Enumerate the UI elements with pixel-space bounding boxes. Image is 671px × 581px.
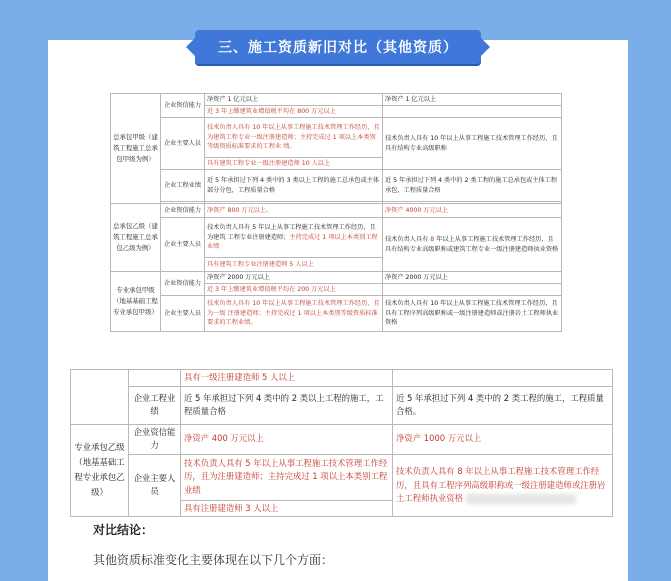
subcategory-cell: 企业主要人员 <box>161 218 205 272</box>
empty-cell <box>393 370 613 387</box>
empty-cell <box>71 370 129 425</box>
old-standard-cell: 具有建筑工程专业注册建造师 5 人以上 <box>205 258 383 272</box>
subcategory-cell: 企业主要人员 <box>161 118 205 170</box>
old-text: 技术负责人具有 5 年以上从事工程施工技术管理工作经历，且为注册建造师； <box>184 457 388 482</box>
conclusion-body: 其他资质标准变化主要体现在以下几个方面： <box>93 553 334 567</box>
section-banner: 三、施工资质新旧对比（其他资质） <box>195 30 481 64</box>
subcategory-cell: 企业工程业绩 <box>129 386 181 424</box>
new-standard-cell: 近 5 年承担过下列 4 类中的 2 类工程的施工，工程质量合格。 <box>393 386 613 424</box>
old-text-highlight: 主持完成过 1 项以上本类别等级资质标准要求的工程业 绩。 <box>207 133 376 151</box>
old-standard-cell: 近 5 年承担过下列 4 类中的 3 类以上工程的施工总承包或主体部分分包，工程质量合格 <box>205 170 383 202</box>
old-standard-cell: 近 3 年上缴建筑业增值税平均在 200 万元以上 <box>205 284 383 296</box>
old-text: 技术负责人具有 10 年以上从事工程施工技术管理工作经历，且为一级 注册建造师； <box>207 300 380 317</box>
new-text: 年以上从事工程施工技术管理工作经历，且具有工程序列 <box>396 466 600 490</box>
subcategory-cell: 企业主要人员 <box>129 454 181 517</box>
old-standard-cell <box>205 218 383 258</box>
category-cell: 总承包乙级（建筑工程施工总承包乙级为例） <box>111 204 161 272</box>
old-standard-cell <box>205 118 383 158</box>
new-standard-cell: 净资产 4000 万元以上 <box>383 204 562 218</box>
new-text-highlight: 8 <box>430 235 435 243</box>
empty-cell <box>383 106 562 118</box>
old-standard-cell: 近 3 年上缴建筑业增值税平均在 800 万元以上 <box>205 106 383 118</box>
empty-cell <box>129 370 181 387</box>
old-standard-cell: 近 5 年承担过下列 4 类中的 2 类以上工程的施工，工程质量合格 <box>181 386 393 424</box>
old-standard-cell: 净资产 1 亿元以上 <box>205 94 383 106</box>
category-cell: 总承包甲级（建筑工程施工总承包甲级为例） <box>111 94 161 204</box>
old-standard-cell: 净资产 2000 万元以上 <box>205 272 383 284</box>
old-text-highlight: 主持完成过 1 项以上本类别工程业绩 <box>207 233 378 251</box>
new-standard-cell: 技术负责人具有 10 年以上从事工程施工技术管理工作经历，且具有结构专业高级职称 <box>383 118 562 170</box>
new-text: 高级职称或一级注册建造师或注册岩土工程师执业资格 <box>396 479 606 503</box>
old-standard-cell: 净资产 800 万元以上。 <box>205 204 383 218</box>
subcategory-cell: 企业资信能力 <box>161 94 205 118</box>
subcategory-cell: 企业资信能力 <box>129 424 181 454</box>
old-standard-cell <box>205 296 383 332</box>
empty-cell <box>383 284 562 296</box>
new-text: 技术负责人具有 <box>396 466 455 476</box>
new-standard-cell: 近 5 年承担过下列 4 类中的 2 类工程的施工总承包或主体工程承包，工程质量合格 <box>383 170 562 202</box>
new-standard-cell <box>393 454 613 517</box>
old-text: 技术负责人具有 5 年以上从事工程施工技术管理工作经历，且为建筑 工程专业注册建造师； <box>207 224 376 241</box>
old-standard-cell: 净资产 400 万元以上 <box>181 424 393 454</box>
comparison-table-2 <box>70 369 613 517</box>
subcategory-cell: 企业工程业绩 <box>161 170 205 202</box>
new-text: 技术负责人具有 10 年以上从事工程施工技术管理工作经历，且具有工程序列 <box>385 300 558 317</box>
category-cell: 专业承包甲级（地基基础工程专业承包甲级） <box>111 272 161 332</box>
old-standard-cell <box>181 454 393 500</box>
old-standard-cell: 具有注册建造师 3 人以上 <box>181 500 393 517</box>
subcategory-cell: 企业主要人员 <box>161 296 205 332</box>
new-text: 技术负责人具有 <box>385 235 429 243</box>
new-standard-cell: 净资产 2000 万元以上 <box>383 272 562 284</box>
old-standard-cell: 具有一级注册建造师 5 人以上 <box>181 370 393 387</box>
old-text-highlight: 主持完成过 1 项以上本类别工程业绩 <box>184 471 388 495</box>
new-text: 年以上从事工程施工技术管理工作经历，且具有结构专业高级职称或建筑工程专业一级注册建造师执业资格 <box>385 235 559 253</box>
old-text-highlight: 主持完成过 1 项以上本类别等级资质标准要求的工程业绩。 <box>207 309 378 327</box>
old-standard-cell: 具有建筑工程专业一级注册建造师 10 人以上 <box>205 158 383 170</box>
new-text-highlight: 8 <box>457 466 463 476</box>
new-standard-cell: 净资产 1 亿元以上 <box>383 94 562 106</box>
new-standard-cell <box>383 296 562 332</box>
comparison-table-1 <box>110 93 562 332</box>
old-text: 技术负责人具有 10 年以上从事工程施工技术管理工作经历，且为建筑工程专业一级注册建造师； <box>207 124 380 141</box>
conclusion-title: 对比结论： <box>93 523 154 537</box>
new-text: 高级职称或一级注册建造师或注册岩土工程师执业资格 <box>385 309 559 327</box>
watermark-blur <box>466 494 576 504</box>
subcategory-cell: 企业资信能力 <box>161 272 205 296</box>
new-standard-cell <box>383 218 562 272</box>
subcategory-cell: 企业资信能力 <box>161 204 205 218</box>
category-cell: 专业承包乙级（地基基础工程专业承包乙级） <box>71 424 129 517</box>
new-standard-cell: 净资产 1000 万元以上 <box>393 424 613 454</box>
